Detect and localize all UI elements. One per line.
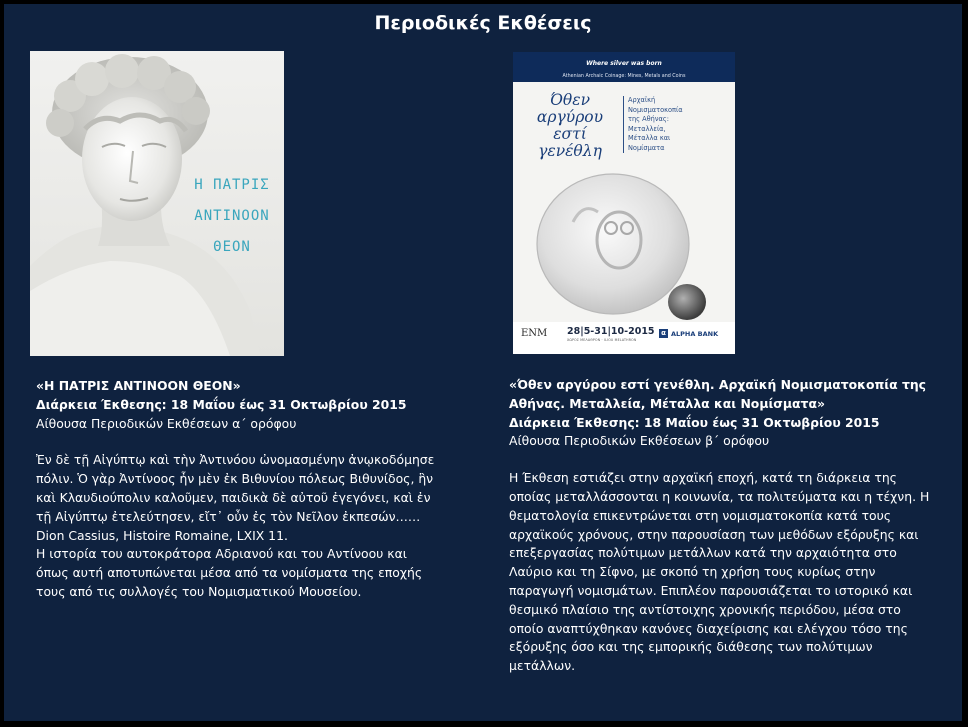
poster-footer (513, 322, 735, 354)
coin-image (513, 52, 735, 354)
exhibition-duration: Διάρκεια Έκθεσης: 18 Μαΐου έως 31 Οκτωβρίου 2015 (509, 414, 880, 430)
exhibition-title-line: Αθήνας. Μεταλλεία, Μέταλλα και Νομίσματα» (509, 395, 825, 411)
statue-image (30, 51, 284, 356)
poster-dates (567, 326, 655, 342)
poster-dates-value: 28|5-31|10-2015 (567, 326, 655, 337)
poster-subtitle-en: Athenian Archaic Coinage: Mines, Metals and Coins (562, 74, 686, 79)
sponsor-logo (659, 329, 718, 338)
poster-title-line: εστί (553, 125, 587, 143)
exhibition-description: Η Έκθεση εστιάζει στην αρχαϊκή εποχή, κατά τη διάρκεια της οποίας μεταλλάσσονται η κοινωνία, τα πολιτεύματα και η τέχνη. Η θεματολογία επικεντρώνεται στη νομισματοκοπία κατά τους αρχαϊκούς χρόνους, στην παρουσίαση των μεθόδων εξόρυξης και επεξεργασίας πολύτιμων μετάλλων κατά την αρχαιότητα στο Λαύριο και τη Σίφνο, με σκοπό τη χρήση τους κυρίως στην παραγωγή νομισμάτων. Επιπλέον παρουσιάζεται το ιστορικό και θεσμικό πλαίσιο της αντίστοιχης χρονικής περιόδου, μέσα στο οποίο αναπτύχθηκαν κανόνες διαχείρισης και ελέγχου τόσο της εξόρυξης όσο και της εμπορικής διάθεσης των πολύτιμων μετάλλων. (509, 470, 930, 674)
alpha-bank-icon: α (659, 329, 668, 338)
poster-subtitle-line: Νομίσματα (628, 143, 665, 152)
page-title: Περιοδικές Εκθέσεις (374, 12, 592, 34)
poster-text-line-1: Η ΠΑΤΡΙΣ (194, 177, 270, 193)
exhibition-title: «Η ΠΑΤΡΙΣ ΑΝΤΙΝΟΟΝ ΘΕΟΝ» (36, 378, 241, 393)
poster-title-line: γενέθλη (538, 142, 602, 160)
poster-title-line: αργύρου (536, 108, 604, 126)
poster-subtitle-line: Αρχαϊκή (628, 96, 656, 104)
poster-subtitle-line: Νομισματοκοπία (628, 105, 683, 114)
antinous-poster (30, 51, 284, 356)
poster-subtitle-line: Μεταλλεία, (628, 124, 666, 133)
sponsor-name: ALPHA BANK (671, 329, 719, 338)
slide (4, 4, 962, 721)
exhibition-hall: Αίθουσα Περιοδικών Εκθέσεων β΄ ορόφου (509, 433, 770, 449)
museum-logo: ENM (521, 328, 548, 339)
exhibition-hall: Αίθουσα Περιοδικών Εκθέσεων α΄ ορόφου (36, 415, 297, 431)
exhibition-title (509, 376, 939, 414)
exhibition-right-text (509, 376, 939, 676)
poster-text-line-3: ΘΕΟΝ (213, 239, 251, 255)
poster-text-line-2: ΑΝΤΙΝΟΟΝ (194, 208, 270, 224)
exhibition-description: Η ιστορία του αυτοκράτορα Αδριανού και του Αντίνοου και όπως αυτή αποτυπώνεται μέσα από τα νομίσματα της εποχής τους από τις συλλογές του Νομισματικού Μουσείου. (36, 546, 423, 599)
poster-dates-venue: ΧΩΡΟΣ ΜΕΛΑΘΡΟΝ · ILIOU MELATHRON (567, 338, 637, 342)
coinage-poster (513, 52, 735, 354)
exhibition-title-line: «Όθεν αργύρου εστί γενέθλη. Αρχαϊκή Νομισματοκοπία της (509, 377, 927, 392)
poster-subtitle-line: της Αθήνας: (628, 115, 669, 123)
exhibition-duration: Διάρκεια Έκθεσης: 18 Μαΐου έως 31 Οκτωβρίου 2015 (36, 396, 407, 412)
poster-title-line: Όθεν (549, 91, 591, 109)
exhibition-left-text (36, 377, 436, 602)
exhibition-quote: Ἐν δὲ τῇ Αἰγύπτῳ καὶ τὴν Ἀντινόου ὠνομασμένην ἀνῳκοδόμησε πόλιν. Ὁ γὰρ Ἀντίνοος ἦν μὲν ἐκ Βιθυνίου πόλεως Βιθυνίδος, ἣν καὶ Κλαυδιούπολιν καλοῦμεν, παιδικὰ δὲ αὐτοῦ ἐγεγόνει, καὶ ἐν τῇ Αἰγύπτῳ ἐτελεύτησεν, εἴτ᾽ οὖν ἐς τὸν Νεῖλον ἐκπεσών……Dion Cassius, Histoire Romaine, LXIX 11. (36, 452, 435, 543)
poster-subtitle-line: Μέταλλα και (628, 134, 671, 142)
poster-tagline: Where silver was born (586, 60, 662, 67)
